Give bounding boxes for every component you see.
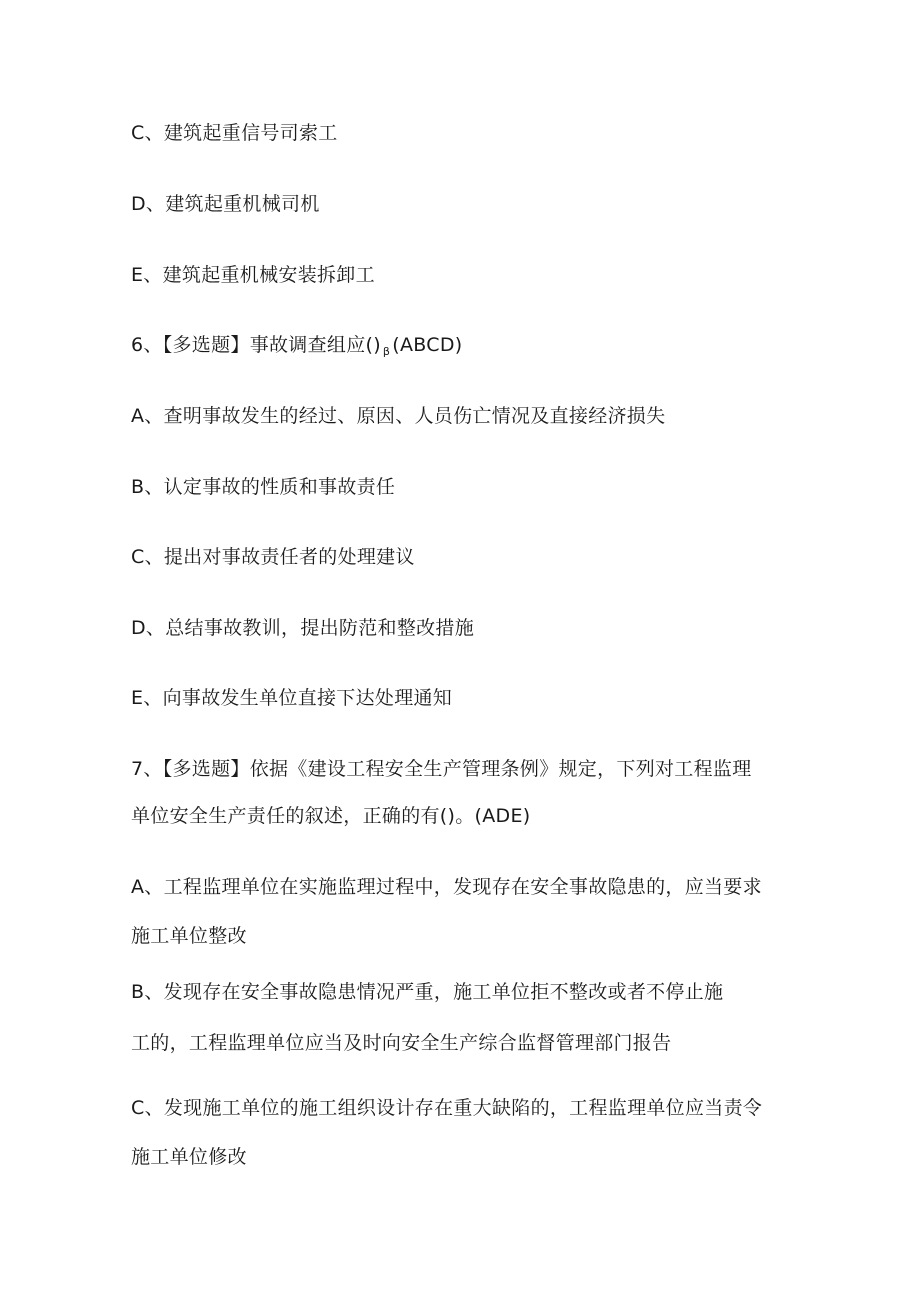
option-7c-line-1: C、发现施工单位的施工组织设计存在重大缺陷的，工程监理单位应当责令: [131, 1097, 763, 1119]
question-6-text: 6、【多选题】事故调查组应(): [131, 334, 381, 356]
option-6e: E、向事故发生单位直接下达处理通知: [131, 687, 453, 709]
option-7a-line-2: 施工单位整改: [131, 925, 247, 947]
question-6-answer: (ABCD): [392, 334, 463, 356]
option-5c: C、建筑起重信号司索工: [131, 122, 338, 144]
option-6a: A、查明事故发生的经过、原因、人员伤亡情况及直接经济损失: [131, 405, 666, 427]
option-5e: E、建筑起重机械安装拆卸工: [131, 264, 375, 286]
option-5d: D、建筑起重机械司机: [131, 193, 320, 215]
option-6b: B、认定事故的性质和事故责任: [131, 476, 396, 498]
option-7b-line-1: B、发现存在安全事故隐患情况严重，施工单位拒不整改或者不停止施: [131, 981, 724, 1003]
question-6: [131, 333, 462, 364]
question-7-line-1: 7、【多选题】依据《建设工程安全生产管理条例》规定，下列对工程监理: [131, 758, 752, 780]
option-6c: C、提出对事故责任者的处理建议: [131, 546, 415, 568]
question-6-mark: β: [382, 345, 391, 358]
option-7a-line-1: A、工程监理单位在实施监理过程中，发现存在安全事故隐患的，应当要求: [131, 876, 762, 898]
option-7b-line-2: 工的，工程监理单位应当及时向安全生产综合监督管理部门报告: [131, 1032, 672, 1054]
option-6d: D、总结事故教训，提出防范和整改措施: [131, 617, 475, 639]
option-7c-line-2: 施工单位修改: [131, 1146, 247, 1168]
question-7-line-2: 单位安全生产责任的叙述，正确的有()。(ADE): [131, 805, 531, 827]
